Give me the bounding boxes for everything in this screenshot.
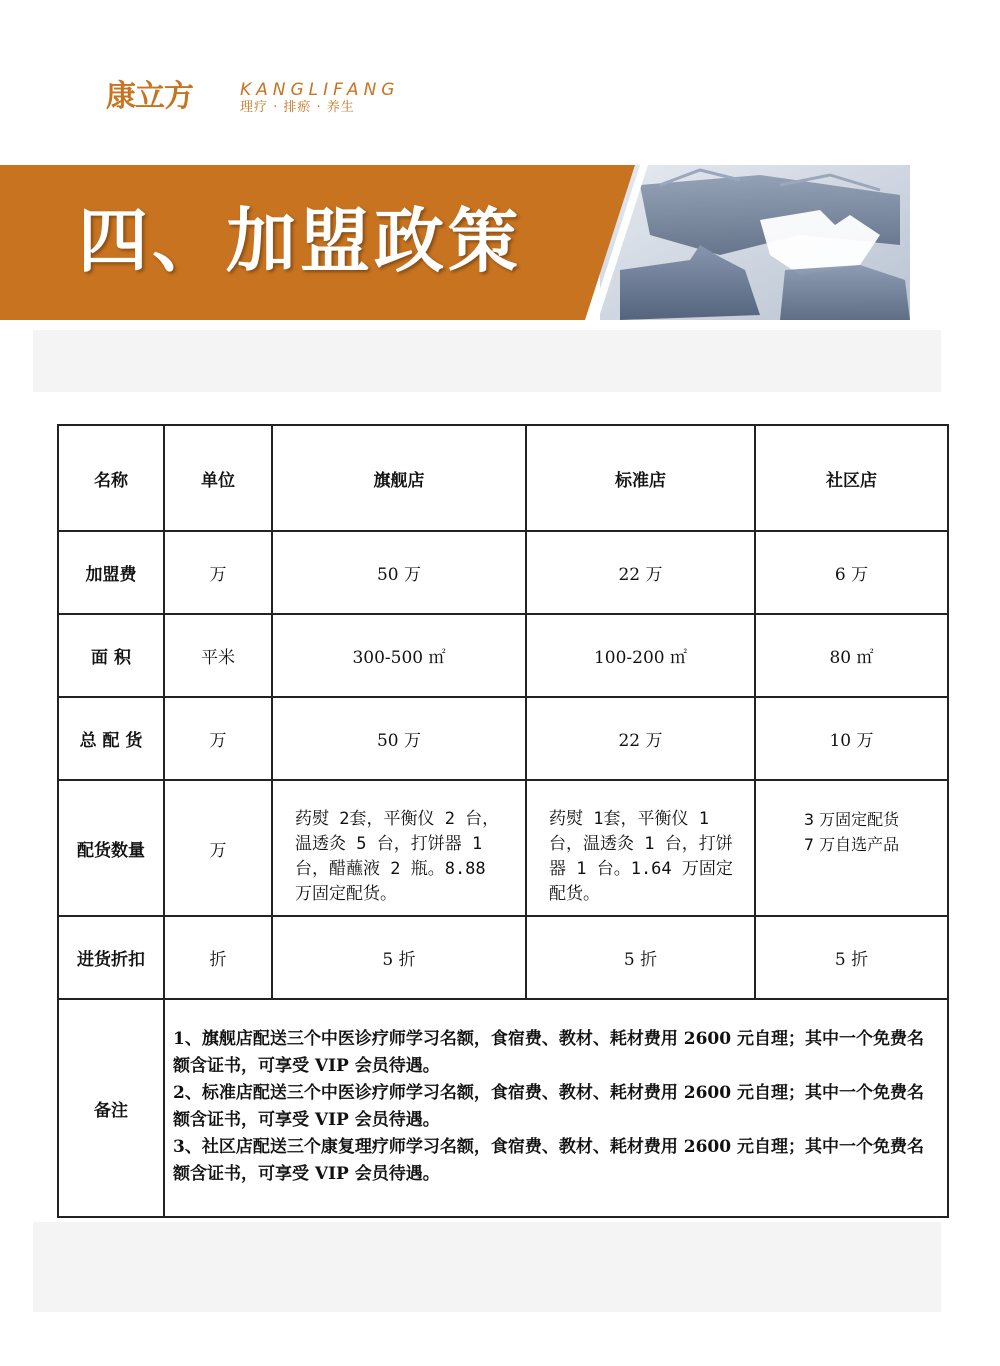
notes-row	[58, 999, 948, 1217]
table-row	[58, 614, 948, 697]
header-cell: 名称	[58, 425, 164, 531]
standard-cell: 5 折	[526, 916, 755, 999]
community-cell: 6 万	[755, 531, 948, 614]
section-banner	[0, 165, 910, 320]
table-row	[58, 780, 948, 916]
flagship-cell: 药熨 2套，平衡仪 2 台，温透灸 5 台，打饼器 1 台，醋蘸液 2 瓶。8.88 万固定配货。	[272, 780, 526, 916]
flagship-cell: 50 万	[272, 531, 526, 614]
unit-cell: 折	[164, 916, 272, 999]
header-cell: 旗舰店	[272, 425, 526, 531]
header-cell: 单位	[164, 425, 272, 531]
row-label: 配货数量	[58, 780, 164, 916]
page-title: 四、加盟政策	[78, 199, 522, 282]
note-item: 3、社区店配送三个康复理疗师学习名额，食宿费、教材、耗材费用 2600 元自理；其中一个免费名额含证书，可享受 VIP 会员待遇。	[173, 1137, 924, 1184]
note-item: 1、旗舰店配送三个中医诊疗师学习名额，食宿费、教材、耗材费用 2600 元自理；其中一个免费名额含证书，可享受 VIP 会员待遇。	[173, 1029, 924, 1076]
table-row	[58, 697, 948, 780]
logo-english-name: KANGLIFANG	[240, 80, 400, 100]
row-label: 进货折扣	[58, 916, 164, 999]
notes-cell	[164, 999, 948, 1217]
logo-tagline: 理疗 · 排瘀 · 养生	[240, 100, 355, 115]
table-row	[58, 531, 948, 614]
header-cell: 社区店	[755, 425, 948, 531]
standard-cell: 22 万	[526, 697, 755, 780]
flagship-cell: 300-500 ㎡	[272, 614, 526, 697]
row-label: 加盟费	[58, 531, 164, 614]
community-cell: 10 万	[755, 697, 948, 780]
row-label: 面 积	[58, 614, 164, 697]
unit-cell: 万	[164, 780, 272, 916]
standard-cell: 药熨 1套，平衡仪 1 台，温透灸 1 台，打饼器 1 台。1.64 万固定配货。	[526, 780, 755, 916]
gray-band-bottom	[33, 1222, 941, 1312]
note-item: 2、标准店配送三个中医诊疗师学习名额，食宿费、教材、耗材费用 2600 元自理；其中一个免费名额含证书，可享受 VIP 会员待遇。	[173, 1083, 924, 1130]
standard-cell: 100-200 ㎡	[526, 614, 755, 697]
gray-band-top	[33, 330, 941, 392]
row-label: 总 配 货	[58, 697, 164, 780]
table-header-row	[58, 425, 948, 531]
standard-cell: 22 万	[526, 531, 755, 614]
flagship-cell: 5 折	[272, 916, 526, 999]
community-cell: 80 ㎡	[755, 614, 948, 697]
table-row	[58, 916, 948, 999]
notes-label: 备注	[58, 999, 164, 1217]
logo-chinese-name: 康立方	[106, 79, 193, 114]
unit-cell: 平米	[164, 614, 272, 697]
header-cell: 标准店	[526, 425, 755, 531]
flagship-cell: 50 万	[272, 697, 526, 780]
community-cell: 5 折	[755, 916, 948, 999]
unit-cell: 万	[164, 531, 272, 614]
unit-cell: 万	[164, 697, 272, 780]
brand-logo	[106, 76, 466, 124]
franchise-policy-table	[57, 424, 949, 1218]
community-cell: 3 万固定配货 7 万自选产品	[755, 780, 948, 916]
